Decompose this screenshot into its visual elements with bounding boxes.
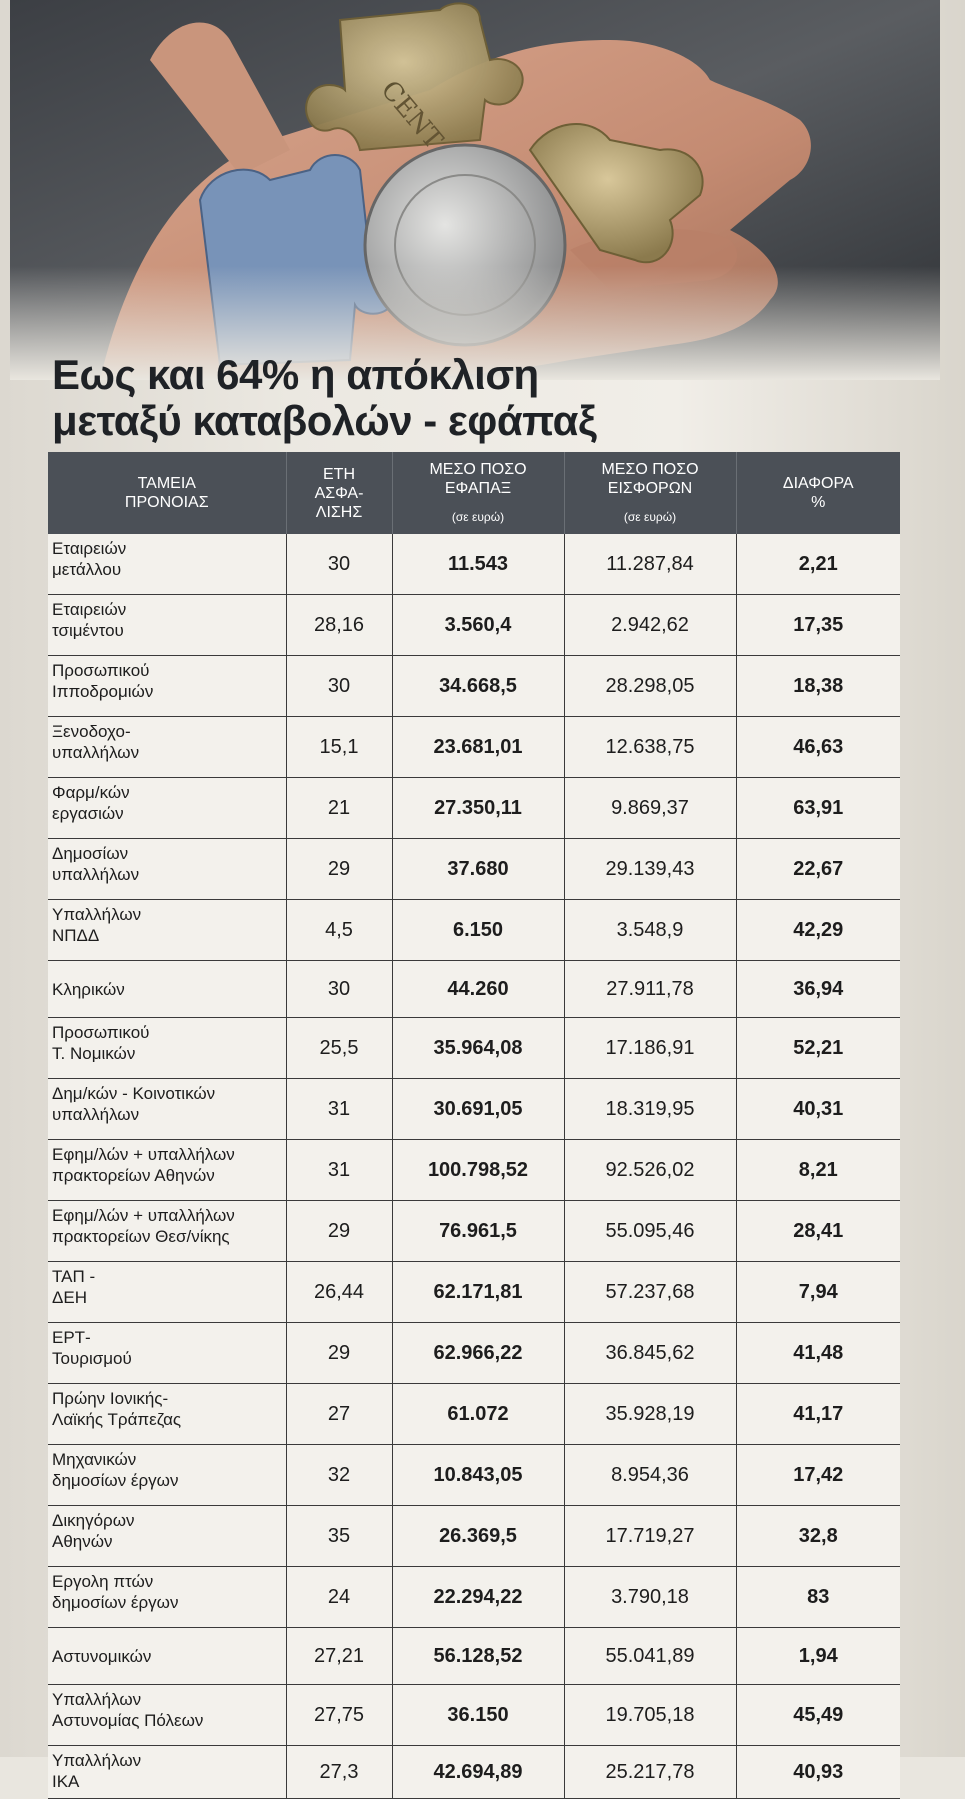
fund-name-line: Πρώην Ιονικής- <box>52 1389 169 1408</box>
fund-name-line: Ξενοδοχο- <box>52 722 131 741</box>
table-row <box>48 1018 900 1079</box>
table-header <box>48 452 900 534</box>
avg-lump-sum: 62.966,22 <box>392 1323 564 1384</box>
header-lump-sum-line: ΜΕΣΟ ΠΟΣΟ <box>429 460 527 478</box>
avg-contributions: 29.139,43 <box>564 839 736 900</box>
fund-name <box>48 534 286 595</box>
insurance-years: 27 <box>286 1384 392 1445</box>
fund-name <box>48 1685 286 1746</box>
fund-name-line: εργασιών <box>52 804 124 823</box>
difference-percent: 40,93 <box>736 1746 900 1799</box>
fund-name-line: Υπαλλήλων <box>52 905 142 924</box>
fund-name <box>48 961 286 1018</box>
table-body <box>48 534 900 1799</box>
difference-percent: 7,94 <box>736 1262 900 1323</box>
avg-contributions: 11.287,84 <box>564 534 736 595</box>
avg-lump-sum: 35.964,08 <box>392 1018 564 1079</box>
insurance-years: 27,3 <box>286 1746 392 1799</box>
avg-contributions: 35.928,19 <box>564 1384 736 1445</box>
insurance-years: 28,16 <box>286 595 392 656</box>
avg-lump-sum: 62.171,81 <box>392 1262 564 1323</box>
fund-name <box>48 1262 286 1323</box>
avg-contributions: 28.298,05 <box>564 656 736 717</box>
difference-percent: 46,63 <box>736 717 900 778</box>
difference-percent: 41,48 <box>736 1323 900 1384</box>
fund-name-line: μετάλλου <box>52 560 122 579</box>
avg-contributions: 17.186,91 <box>564 1018 736 1079</box>
difference-percent: 22,67 <box>736 839 900 900</box>
fund-name-line: Δημοσίων <box>52 844 129 863</box>
table-row <box>48 656 900 717</box>
avg-lump-sum: 100.798,52 <box>392 1140 564 1201</box>
avg-lump-sum: 6.150 <box>392 900 564 961</box>
hand-with-euro-puzzle-photo <box>10 0 940 380</box>
avg-contributions: 8.954,36 <box>564 1445 736 1506</box>
difference-percent: 28,41 <box>736 1201 900 1262</box>
difference-percent: 18,38 <box>736 656 900 717</box>
difference-percent: 45,49 <box>736 1685 900 1746</box>
insurance-years: 31 <box>286 1079 392 1140</box>
avg-lump-sum: 34.668,5 <box>392 656 564 717</box>
fund-name <box>48 717 286 778</box>
difference-percent: 42,29 <box>736 900 900 961</box>
avg-lump-sum: 26.369,5 <box>392 1506 564 1567</box>
insurance-years: 30 <box>286 961 392 1018</box>
table-row <box>48 534 900 595</box>
avg-lump-sum: 27.350,11 <box>392 778 564 839</box>
insurance-years: 26,44 <box>286 1262 392 1323</box>
difference-percent: 40,31 <box>736 1079 900 1140</box>
fund-name-line: ΔΕΗ <box>52 1288 87 1307</box>
fund-name-line: Λαϊκής Τράπεζας <box>52 1410 182 1429</box>
header-difference-line: ΔΙΑΦΟΡΑ <box>782 475 854 492</box>
fund-name-line: Προσωπικού <box>52 661 150 680</box>
header-lump-sum-line: ΕΦΑΠΑΞ <box>444 479 512 497</box>
fund-name-line: δημοσίων έργων <box>52 1593 179 1612</box>
insurance-years: 4,5 <box>286 900 392 961</box>
table-row <box>48 1384 900 1445</box>
insurance-years: 30 <box>286 534 392 595</box>
avg-lump-sum: 37.680 <box>392 839 564 900</box>
difference-percent: 1,94 <box>736 1628 900 1685</box>
table-row <box>48 1323 900 1384</box>
insurance-years: 27,21 <box>286 1628 392 1685</box>
insurance-years: 15,1 <box>286 717 392 778</box>
table-row <box>48 1079 900 1140</box>
table-row <box>48 595 900 656</box>
header-years-line: ΑΣΦΑ- <box>314 484 364 502</box>
avg-contributions: 19.705,18 <box>564 1685 736 1746</box>
fund-name <box>48 778 286 839</box>
fund-name-line: τσιμέντου <box>52 621 124 640</box>
fund-name <box>48 1323 286 1384</box>
header-years-line: ΛΙΣΗΣ <box>315 503 363 521</box>
fund-name-line: Υπαλλήλων <box>52 1751 142 1770</box>
table-row <box>48 1628 900 1685</box>
header-contributions <box>564 452 736 534</box>
insurance-years: 24 <box>286 1567 392 1628</box>
avg-lump-sum: 56.128,52 <box>392 1628 564 1685</box>
table-row <box>48 778 900 839</box>
table-row <box>48 839 900 900</box>
avg-contributions: 57.237,68 <box>564 1262 736 1323</box>
fund-name <box>48 595 286 656</box>
fund-name-line: Αστυνομικών <box>52 1646 152 1666</box>
table-row <box>48 1746 900 1799</box>
avg-lump-sum: 42.694,89 <box>392 1746 564 1799</box>
avg-contributions: 3.548,9 <box>564 900 736 961</box>
fund-name <box>48 656 286 717</box>
avg-contributions: 92.526,02 <box>564 1140 736 1201</box>
insurance-years: 29 <box>286 1201 392 1262</box>
fund-name <box>48 900 286 961</box>
avg-contributions: 25.217,78 <box>564 1746 736 1799</box>
header-years <box>286 452 392 534</box>
difference-percent: 83 <box>736 1567 900 1628</box>
avg-lump-sum: 44.260 <box>392 961 564 1018</box>
difference-percent: 32,8 <box>736 1506 900 1567</box>
fund-name <box>48 839 286 900</box>
avg-contributions: 55.095,46 <box>564 1201 736 1262</box>
avg-contributions: 9.869,37 <box>564 778 736 839</box>
header-funds <box>48 452 286 534</box>
fund-name-line: Εφημ/λών + υπαλλήλων <box>52 1206 235 1225</box>
difference-percent: 36,94 <box>736 961 900 1018</box>
fund-name-line: Εργολη πτών <box>52 1572 154 1591</box>
difference-percent: 41,17 <box>736 1384 900 1445</box>
insurance-years: 29 <box>286 839 392 900</box>
pension-funds-table <box>48 452 900 1799</box>
header-funds-line: ΤΑΜΕΙΑ <box>137 475 196 492</box>
avg-contributions: 27.911,78 <box>564 961 736 1018</box>
insurance-years: 35 <box>286 1506 392 1567</box>
avg-contributions: 36.845,62 <box>564 1323 736 1384</box>
header-contributions-unit: (σε ευρώ) <box>623 509 677 524</box>
table-row <box>48 900 900 961</box>
table-row <box>48 961 900 1018</box>
avg-lump-sum: 10.843,05 <box>392 1445 564 1506</box>
header-difference-line: % <box>811 494 826 511</box>
fund-name-line: Υπαλλήλων <box>52 1690 142 1709</box>
header-lump-sum-unit: (σε ευρώ) <box>451 509 505 524</box>
difference-percent: 2,21 <box>736 534 900 595</box>
avg-contributions: 12.638,75 <box>564 717 736 778</box>
avg-lump-sum: 23.681,01 <box>392 717 564 778</box>
insurance-years: 30 <box>286 656 392 717</box>
fund-name-line: Τουρισμού <box>52 1349 132 1368</box>
avg-contributions: 18.319,95 <box>564 1079 736 1140</box>
table-row <box>48 1445 900 1506</box>
insurance-years: 27,75 <box>286 1685 392 1746</box>
fund-name <box>48 1567 286 1628</box>
header-lump-sum <box>392 452 564 534</box>
fund-name-line: Εταιρειών <box>52 600 127 619</box>
header-funds-line: ΠΡΟΝΟΙΑΣ <box>124 494 209 511</box>
fund-name-line: Δικηγόρων <box>52 1511 135 1530</box>
fund-name-line: υπαλλήλων <box>52 1105 140 1124</box>
table-row <box>48 1262 900 1323</box>
fund-name-line: δημοσίων έργων <box>52 1471 179 1490</box>
fund-name-line: Κληρικών <box>52 979 125 999</box>
table-row <box>48 1506 900 1567</box>
fund-name-line: Μηχανικών <box>52 1450 137 1469</box>
fund-name-line: Αθηνών <box>52 1532 113 1551</box>
avg-contributions: 55.041,89 <box>564 1628 736 1685</box>
avg-lump-sum: 61.072 <box>392 1384 564 1445</box>
fund-name-line: ΕΡΤ- <box>52 1328 91 1347</box>
insurance-years: 31 <box>286 1140 392 1201</box>
fund-name-line: Εφημ/λών + υπαλλήλων <box>52 1145 235 1164</box>
avg-contributions: 3.790,18 <box>564 1567 736 1628</box>
fund-name <box>48 1018 286 1079</box>
fund-name <box>48 1628 286 1685</box>
avg-contributions: 2.942,62 <box>564 595 736 656</box>
table-row <box>48 1201 900 1262</box>
fund-name <box>48 1384 286 1445</box>
avg-lump-sum: 3.560,4 <box>392 595 564 656</box>
fund-name-line: ΤΑΠ - <box>52 1267 96 1286</box>
headline-line-1: Εως και 64% η απόκλιση <box>52 351 539 398</box>
difference-percent: 63,91 <box>736 778 900 839</box>
fund-name-line: Τ. Νομικών <box>52 1044 136 1063</box>
fund-name-line: Αστυνομίας Πόλεων <box>52 1711 204 1730</box>
fund-name-line: πρακτορείων Αθηνών <box>52 1166 215 1185</box>
header-difference <box>736 452 900 534</box>
insurance-years: 29 <box>286 1323 392 1384</box>
fund-name-line: Εταιρειών <box>52 539 127 558</box>
difference-percent: 8,21 <box>736 1140 900 1201</box>
fund-name-line: Ιπποδρομιών <box>52 682 154 701</box>
fund-name-line: υπαλλήλων <box>52 743 140 762</box>
fund-name-line: υπαλλήλων <box>52 865 140 884</box>
avg-lump-sum: 36.150 <box>392 1685 564 1746</box>
fund-name-line: ΙΚΑ <box>52 1772 80 1791</box>
avg-lump-sum: 30.691,05 <box>392 1079 564 1140</box>
insurance-years: 32 <box>286 1445 392 1506</box>
fund-name-line: Φαρμ/κών <box>52 783 130 802</box>
table-row <box>48 1685 900 1746</box>
insurance-years: 21 <box>286 778 392 839</box>
fund-name-line: ΝΠΔΔ <box>52 926 100 945</box>
difference-percent: 17,35 <box>736 595 900 656</box>
fund-name <box>48 1506 286 1567</box>
fund-name <box>48 1140 286 1201</box>
table-row <box>48 1567 900 1628</box>
header-contributions-line: ΜΕΣΟ ΠΟΣΟ <box>601 460 699 478</box>
fund-name-line: Προσωπικού <box>52 1023 150 1042</box>
avg-lump-sum: 11.543 <box>392 534 564 595</box>
fund-name <box>48 1445 286 1506</box>
fund-name-line: Δημ/κών - Κοινοτικών <box>52 1084 216 1103</box>
difference-percent: 17,42 <box>736 1445 900 1506</box>
headline <box>52 352 872 444</box>
table-row <box>48 1140 900 1201</box>
avg-lump-sum: 22.294,22 <box>392 1567 564 1628</box>
header-contributions-line: ΕΙΣΦΟΡΩΝ <box>607 479 693 497</box>
difference-percent: 52,21 <box>736 1018 900 1079</box>
headline-line-2: μεταξύ καταβολών - εφάπαξ <box>52 397 597 444</box>
fund-name-line: πρακτορείων Θεσ/νίκης <box>52 1227 230 1246</box>
header-years-line: ΕΤΗ <box>323 465 355 483</box>
avg-contributions: 17.719,27 <box>564 1506 736 1567</box>
table-row <box>48 717 900 778</box>
fund-name <box>48 1746 286 1799</box>
fund-name <box>48 1079 286 1140</box>
insurance-years: 25,5 <box>286 1018 392 1079</box>
avg-lump-sum: 76.961,5 <box>392 1201 564 1262</box>
fund-name <box>48 1201 286 1262</box>
